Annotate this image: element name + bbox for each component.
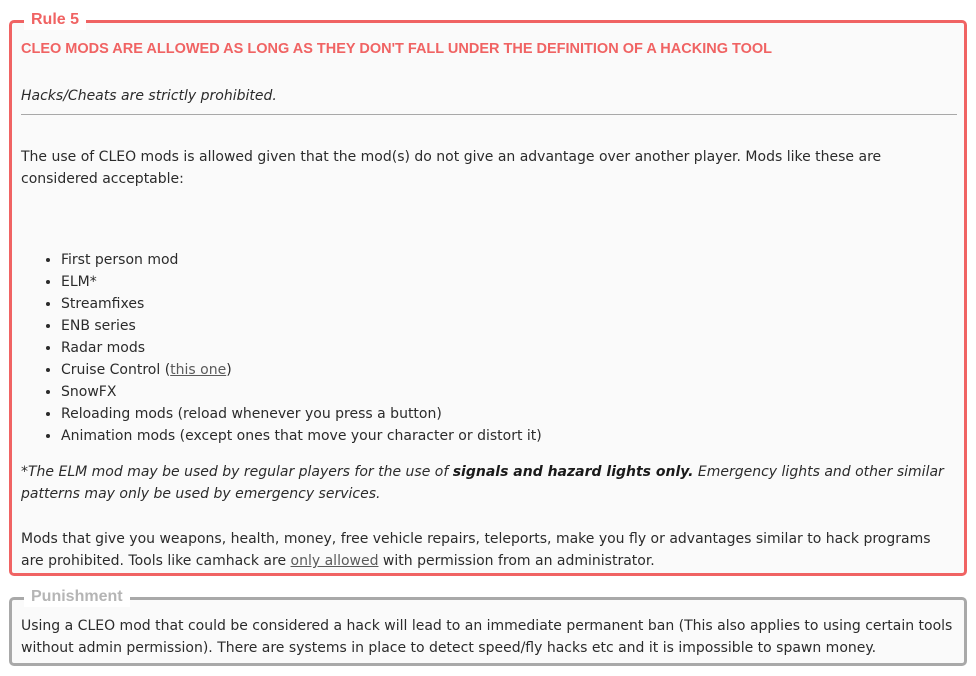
list-item: • Reloading mods (reload whenever you press a button) bbox=[61, 403, 542, 425]
cruise-control-suffix: ) bbox=[226, 362, 232, 378]
list-item: • Streamfixes bbox=[61, 293, 542, 315]
footnote-text: The ELM mod may be used by regular players for the use of bbox=[28, 464, 453, 480]
prohibited-mods-text bbox=[21, 528, 957, 572]
list-item: • First person mod bbox=[61, 249, 542, 271]
list-item: • ENB series bbox=[61, 315, 542, 337]
list-item: • Radar mods bbox=[61, 337, 542, 359]
list-item: • Animation mods (except ones that move your character or distort it) bbox=[61, 425, 542, 447]
elm-footnote bbox=[21, 461, 957, 505]
rule-heading: CLEO MODS ARE ALLOWED AS LONG AS THEY DON'T FALL UNDER THE DEFINITION OF A HACKING TOOL bbox=[21, 41, 773, 57]
rule-legend: Rule 5 bbox=[24, 10, 86, 30]
allowed-mods-list bbox=[21, 249, 542, 447]
punishment-legend: Punishment bbox=[24, 587, 130, 607]
punishment-panel bbox=[9, 588, 967, 666]
list-item: • ELM* bbox=[61, 271, 542, 293]
divider bbox=[21, 114, 957, 115]
footnote-text-end: Emergency lights and other similar patterns may only be used by emergency services. bbox=[21, 464, 944, 502]
rule-5-panel bbox=[9, 11, 967, 576]
footnote-bold-text: signals and hazard lights only. bbox=[452, 464, 694, 480]
outro-text: Mods that give you weapons, health, money, free vehicle repairs, teleports, make you fly or advantages similar to hack programs are prohibited. Tools like camhack are bbox=[21, 531, 931, 569]
rule-subtitle: Hacks/Cheats are strictly prohibited. bbox=[21, 88, 277, 104]
cruise-control-link[interactable]: this one bbox=[170, 362, 227, 378]
only-allowed-link[interactable]: only allowed bbox=[290, 553, 379, 569]
punishment-text: Using a CLEO mod that could be considered a hack will lead to an immediate permanent ban (This also applies to using certain tools without admin permission). There are systems in place to detect speed/fly hacks etc and it is impossible to spawn money. bbox=[21, 618, 953, 656]
list-item bbox=[61, 359, 542, 381]
outro-text-end: with permission from an administrator. bbox=[378, 553, 655, 569]
footnote-star: * bbox=[21, 464, 28, 480]
cruise-control-label: Cruise Control ( bbox=[61, 362, 171, 378]
list-item: • SnowFX bbox=[61, 381, 542, 403]
rule-intro: The use of CLEO mods is allowed given that the mod(s) do not give an advantage over another player. Mods like these are considered acceptable: bbox=[21, 149, 882, 187]
